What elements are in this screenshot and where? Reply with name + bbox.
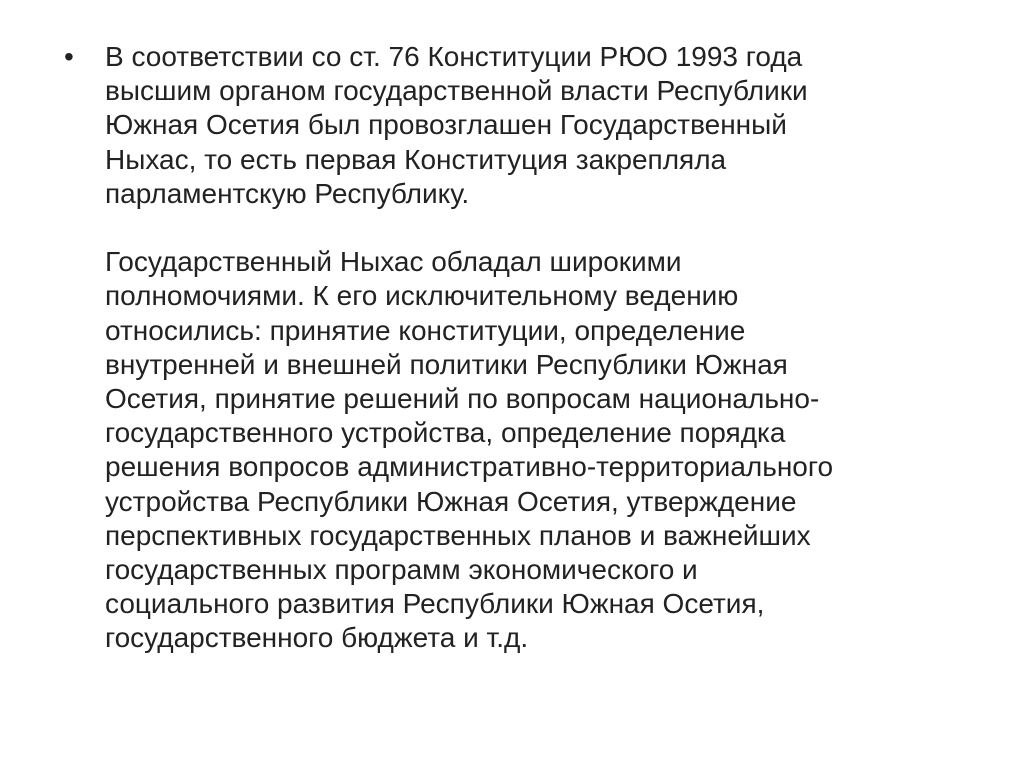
text-line: внутренней и внешней политики Республики Южная xyxy=(105,348,788,380)
paragraph-gap xyxy=(105,211,964,245)
text-line: Ныхас, то есть первая Конституция закрепляла xyxy=(105,143,727,175)
paragraph-constitution xyxy=(105,40,964,211)
text-line: относились: принятие конституции, определение xyxy=(105,314,746,346)
text-line: социального развития Республики Южная Осетия, xyxy=(105,588,765,620)
text-line: государственных программ экономического и xyxy=(105,554,698,586)
text-line: парламентскую Республику. xyxy=(105,177,470,209)
text-line: полномочиями. К его исключительному ведению xyxy=(105,280,739,312)
text-line: устройства Республики Южная Осетия, утверждение xyxy=(105,485,797,517)
text-line: Южная Осетия был провозглашен Государственный xyxy=(105,109,787,141)
paragraph-powers xyxy=(105,245,964,655)
text-line: высшим органом государственной власти Республики xyxy=(105,75,808,107)
text-line: Государственный Ныхас обладал широкими xyxy=(105,246,682,278)
text-line: решения вопросов административно-территориального xyxy=(105,451,834,483)
bullet-list xyxy=(64,40,964,656)
text-line: В соответствии со ст. 76 Конституции РЮО 1993 года xyxy=(105,41,803,72)
text-line: перспективных государственных планов и важнейших xyxy=(105,519,811,551)
text-line: государственного бюджета и т.д. xyxy=(105,622,529,654)
text-line: государственного устройства, определение порядка xyxy=(105,417,786,449)
bullet-marker: • xyxy=(64,41,74,72)
text-line: Осетия, принятие решений по вопросам национально- xyxy=(105,383,820,415)
bullet-item xyxy=(64,40,964,656)
